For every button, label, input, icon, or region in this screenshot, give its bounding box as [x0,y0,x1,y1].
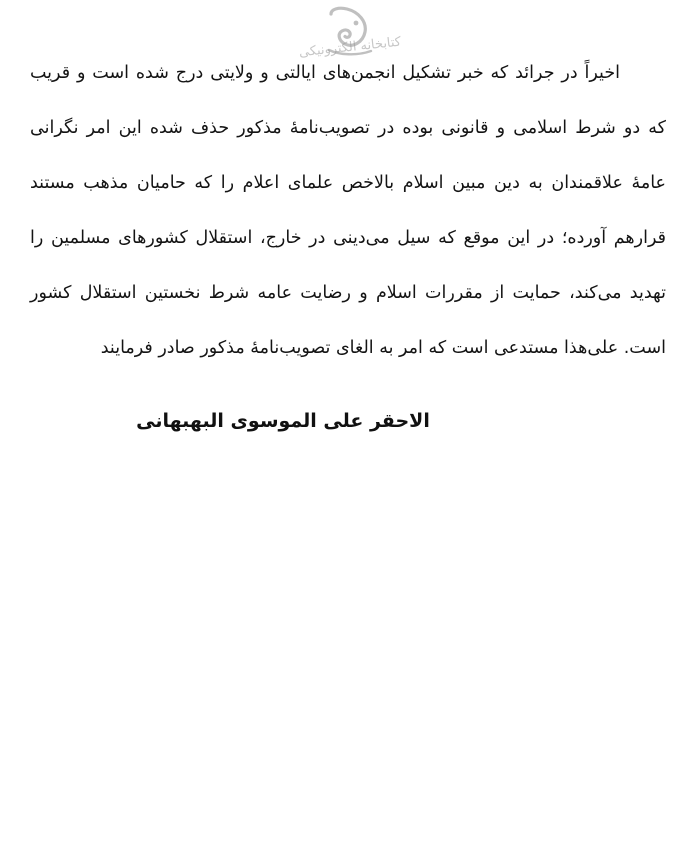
document-content [0,28,700,432]
blank-page-area [0,500,700,868]
document-paragraph: اخیراً در جرائد که خبر تشکیل انجمن‌های ایالتی و ولایتی درج شده است و قریب که دو شرط اسلامی و قانونی بوده در تصویب‌نامهٔ مذکور حذف شده این امر نگرانی عامهٔ علاقمندان به دین مبین اسلام بالاخص علمای اعلام را که حامیان مذهب مستند قرارهم آورده؛ در این موقع که سیل می‌دینی در خارج، استقلال کشورهای مسلمین را تهدید می‌کند، حمایت از مقررات اسلام و رضایت عامه شرط نخستین استقلال کشور است. علی‌هذا مستدعی است که امر به الغای تصویب‌نامهٔ مذکور صادر فرمایند [30,62,666,358]
document-signature: الاحقر علی الموسوی البهبهانی [136,409,430,432]
watermark-text: کتابخانه الکترونیکی [298,34,402,61]
